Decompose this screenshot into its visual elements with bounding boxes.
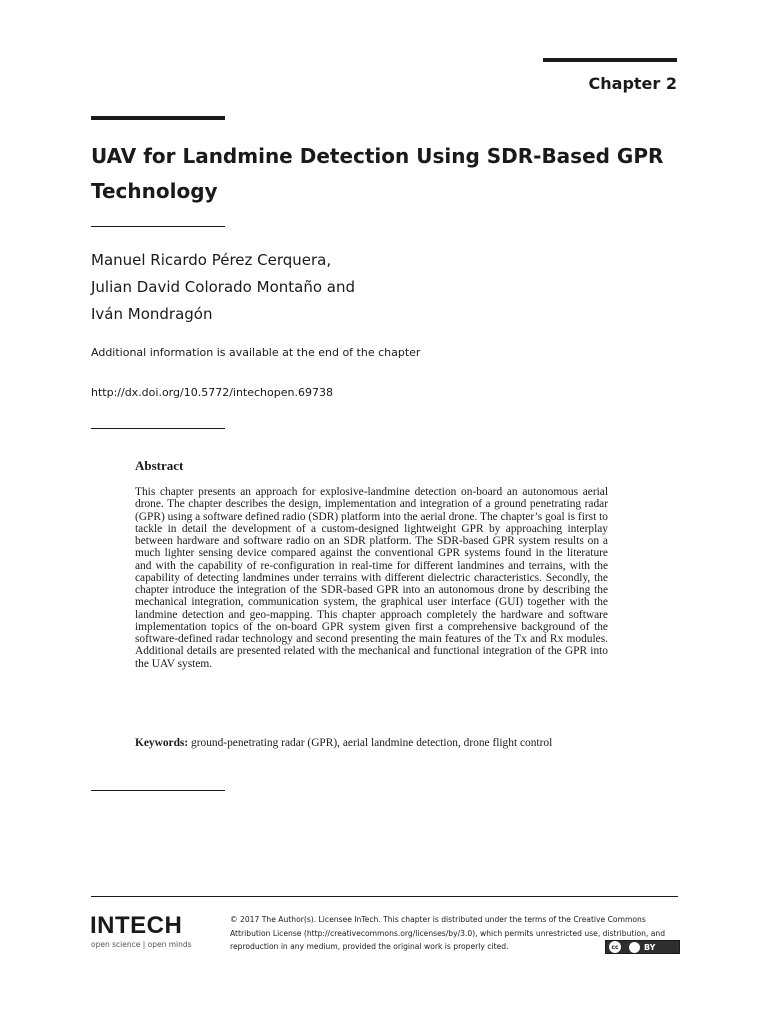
license-text: © 2017 The Author(s). Licensee InTech. This chapter is distributed under the terms of the Creative Commons Attribution License (http://creativecommons.org/licenses/by/3.0), which permits unrestricted use, distribution, and reproduction in any medium, provided the original work is properly cited.: [230, 915, 666, 951]
chapter-title: UAV for Landmine Detection Using SDR-Based GPR Technology: [91, 144, 664, 203]
author-2: Julian David Colorado Montaño and: [91, 278, 356, 296]
intech-logo: INTECH: [90, 912, 183, 939]
abstract-body: This chapter presents an approach for explosive-landmine detection on-board an autonomous aerial drone. The chapter describes the design, implementation and integration of a ground penetrating radar (GPR) using a software defined radio (SDR) platform into the aerial drone. The chapter’s goal is first to tackle in detail the development of a custom-designed lightweight GPR by approaching interplay between hardware and software radio on an SDR platform. The SDR-based GPR system results on a much lighter sensing device compared against the conventional GPR systems found in the literature and with the capability of re-configuration in real-time for different landmines and terrains, with the capability of detecting landmines under terrains with different dielectric characteristics. Secondly, the chapter introduce the integration of the SDR-based GPR into an autonomous drone by describing the mechanical integration, communication system, the graphical user interface (GUI) together with the landmine detection and geo-mapping. This chapter approach completely the hardware and software implementation topics of the on-board GPR system given first a comprehensive background of the software-defined radar technology and second presenting the main features of the Tx and Rx modules. Additional details are presented related with the mechanical and functional integration of the GPR into the UAV system.: [135, 486, 608, 670]
cc-by-badge[interactable]: [605, 940, 680, 954]
keywords-label: Keywords:: [135, 737, 189, 749]
keywords-divider: [91, 790, 225, 791]
doi-link[interactable]: http://dx.doi.org/10.5772/intechopen.69738: [91, 386, 333, 399]
title-divider: [91, 226, 225, 227]
footer-divider: [91, 896, 678, 897]
title-bar: [91, 116, 225, 120]
keywords: [135, 737, 608, 750]
abstract-heading: Abstract: [135, 458, 184, 473]
chapter-bar: [543, 58, 677, 62]
cc-by-label: BY: [644, 942, 656, 952]
keywords-text: ground-penetrating radar (GPR), aerial landmine detection, drone flight control: [191, 737, 553, 749]
chapter-label: Chapter 2: [588, 74, 677, 93]
author-1: Manuel Ricardo Pérez Cerquera,: [91, 251, 332, 269]
doi-divider: [91, 428, 225, 429]
person-icon: [629, 942, 640, 953]
logo-tagline: open science | open minds: [91, 940, 192, 949]
author-list: [91, 247, 355, 328]
author-3: Iván Mondragón: [91, 305, 213, 323]
additional-info: Additional information is available at the end of the chapter: [91, 346, 421, 359]
cc-icon: cc: [609, 941, 621, 953]
